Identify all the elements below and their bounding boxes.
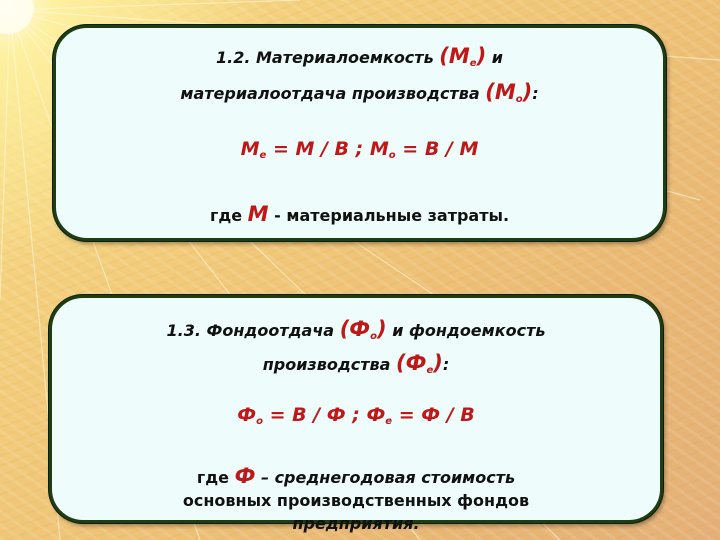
- assets-heading-after: и фондоемкость: [392, 321, 546, 340]
- assets-intensity-symbol: $(Ф_е)$: [396, 351, 443, 376]
- assets-heading-text: 1.3. Фондоотдача: [166, 321, 335, 340]
- materials-heading-text: 1.2. Материалоемкость: [216, 48, 434, 67]
- materials-output-text: материалоотдача производства: [180, 84, 480, 103]
- assets-note-line-3: предприятия.: [292, 514, 420, 533]
- assets-note: где Ф – среднегодовая стоимость: [196, 464, 516, 488]
- materials-note: где М - материальные затраты.: [209, 202, 510, 226]
- materials-output-symbol: $(М_о)$: [485, 80, 533, 105]
- materials-note-symbol: М: [247, 202, 269, 226]
- assets-heading-line-2: производства $(Ф_е)$:: [262, 351, 450, 376]
- materials-formula: $М_е = М / В$ ; $М_о = В / М$: [240, 138, 479, 161]
- assets-formula: $Ф_о = В / Ф$ ; $Ф_е = Ф / В$: [237, 404, 475, 427]
- conjunction: и: [491, 48, 503, 67]
- materials-heading-line: [56, 44, 663, 69]
- materials-intensity-symbol: $(М_е)$: [439, 44, 487, 69]
- materials-card: [53, 25, 666, 241]
- assets-note-symbol: Ф: [234, 464, 256, 488]
- assets-heading-line: [52, 317, 660, 342]
- fixed-assets-card: [49, 295, 663, 533]
- assets-note-line-2: основных производственных фондов: [182, 491, 530, 510]
- materials-heading-line-2: материалоотдача производства $(М_о)$:: [180, 80, 539, 105]
- assets-output-symbol: $(Ф_о)$: [339, 317, 387, 342]
